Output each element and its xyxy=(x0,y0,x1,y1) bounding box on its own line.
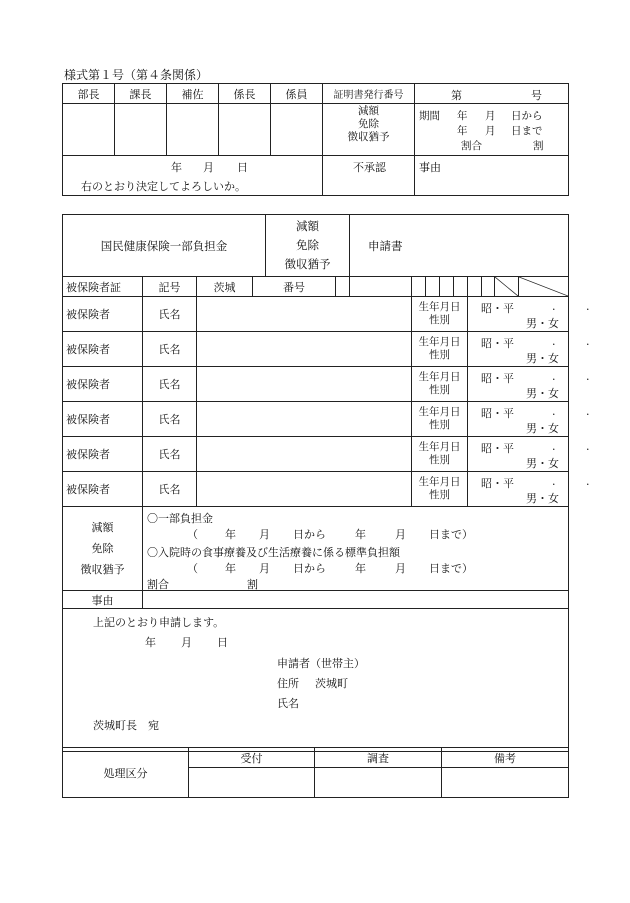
decision-text: 右のとおり決定してよろしいか。 xyxy=(81,180,246,193)
reduction-yuyo: 徴収猶予 xyxy=(347,131,390,143)
cert-go: 号 xyxy=(531,89,542,102)
sex-label: 性別 xyxy=(429,349,450,361)
dot-1: . xyxy=(552,405,556,418)
header-cert-number: 証明書発行番号 xyxy=(323,84,415,104)
insured-name-field[interactable] xyxy=(197,367,412,402)
reduction-genga: 減額 xyxy=(358,105,379,117)
diagonal-line-2 xyxy=(519,277,568,296)
form-title: 様式第１号（第４条関係） xyxy=(64,68,209,82)
sex-label: 性別 xyxy=(429,454,450,466)
insured-name-field[interactable] xyxy=(197,332,412,367)
decision-month: 月 xyxy=(203,161,214,174)
reason-cell[interactable] xyxy=(415,156,569,196)
reason-label: 事由 xyxy=(419,161,441,174)
option-hyojun-futangaku[interactable]: 〇入院時の食事療養及び生活療養に係る標準負担額 xyxy=(147,546,400,559)
period2-month2: 月 xyxy=(395,562,406,575)
app-ratio-label: 割合 xyxy=(147,578,169,591)
insured-name-field[interactable] xyxy=(197,437,412,472)
insured-row xyxy=(63,437,569,472)
title-option-genga: 減額 xyxy=(296,219,319,233)
stamp-bucho[interactable] xyxy=(63,104,115,156)
dot-2: . xyxy=(586,405,590,418)
sex-label: 性別 xyxy=(429,314,450,326)
sex-value: 男・女 xyxy=(526,387,559,400)
sex-value: 男・女 xyxy=(526,317,559,330)
insured-name-label: 氏名 xyxy=(143,367,197,402)
processing-label: 処理区分 xyxy=(63,748,189,798)
reduction-genga: 減額 xyxy=(91,521,114,534)
header-kacho: 課長 xyxy=(115,84,167,104)
dot-1: . xyxy=(552,475,556,488)
insured-birth-sex-value[interactable] xyxy=(468,437,590,472)
number-box-2[interactable] xyxy=(350,277,412,297)
period1-open: （ xyxy=(187,528,198,541)
header-uketsuke: 受付 xyxy=(189,748,315,768)
diagonal-box-2 xyxy=(519,277,569,297)
insured-name-label: 氏名 xyxy=(143,297,197,332)
sex-value: 男・女 xyxy=(526,422,559,435)
not-approved-label: 不承認 xyxy=(353,161,386,174)
number-box-3[interactable] xyxy=(412,277,426,297)
not-approved-cell xyxy=(323,156,415,196)
era-label: 昭・平 xyxy=(481,477,514,490)
ratio-unit: 割 xyxy=(533,140,544,152)
symbol-value[interactable]: 茨城 xyxy=(197,277,253,297)
dot-2: . xyxy=(586,475,590,488)
stamp-hosa[interactable] xyxy=(167,104,219,156)
insured-name-field[interactable] xyxy=(197,297,412,332)
cert-dai: 第 xyxy=(451,89,462,102)
stamp-kakariin[interactable] xyxy=(271,104,323,156)
number-label: 番号 xyxy=(253,277,336,297)
sex-label: 性別 xyxy=(429,489,450,501)
diagonal-box-1 xyxy=(495,277,519,297)
number-box-6[interactable] xyxy=(454,277,468,297)
period2-month1: 月 xyxy=(259,562,270,575)
application-table xyxy=(62,214,590,752)
insured-name-field[interactable] xyxy=(197,402,412,437)
dot-1: . xyxy=(552,300,556,313)
header-chosa: 調査 xyxy=(315,748,442,768)
dot-1: . xyxy=(552,335,556,348)
number-box-5[interactable] xyxy=(440,277,454,297)
period1-year2: 年 xyxy=(355,528,366,541)
insured-label: 被保険者 xyxy=(63,297,143,332)
field-uketsuke[interactable] xyxy=(189,768,315,798)
sex-label: 性別 xyxy=(429,419,450,431)
era-label: 昭・平 xyxy=(481,407,514,420)
header-kakaricho: 係長 xyxy=(219,84,271,104)
insured-birth-sex-label xyxy=(412,402,468,437)
era-label: 昭・平 xyxy=(481,372,514,385)
insured-label: 被保険者 xyxy=(63,332,143,367)
dot-2: . xyxy=(586,300,590,313)
reduction-type-label xyxy=(63,507,143,591)
period1-month2: 月 xyxy=(395,528,406,541)
app-title-right-cell xyxy=(350,215,569,277)
number-box-1[interactable] xyxy=(336,277,350,297)
insured-birth-sex-value[interactable] xyxy=(468,472,590,507)
period1-month1: 月 xyxy=(259,528,270,541)
addressee: 茨城町長 宛 xyxy=(93,719,159,732)
dot-1: . xyxy=(552,370,556,383)
applicant-label: 申請者（世帯主） xyxy=(277,657,365,670)
app-title-left: 国民健康保険一部負担金 xyxy=(63,215,266,277)
period2-year2: 年 xyxy=(355,562,366,575)
insured-row xyxy=(63,472,569,507)
cert-number-cell xyxy=(415,84,569,104)
number-box-8[interactable] xyxy=(482,277,495,297)
insured-birth-sex-label xyxy=(412,367,468,402)
to-suffix: 日まで xyxy=(511,125,543,137)
insured-label: 被保険者 xyxy=(63,437,143,472)
period1-year1: 年 xyxy=(225,528,236,541)
insured-name-label: 氏名 xyxy=(143,472,197,507)
stamp-kakaricho[interactable] xyxy=(219,104,271,156)
era-label: 昭・平 xyxy=(481,302,514,315)
declaration-year: 年 xyxy=(145,636,156,649)
sex-value: 男・女 xyxy=(526,352,559,365)
declaration-text: 上記のとおり申請します。 xyxy=(93,616,225,629)
option-ichibu-futankin[interactable]: 〇一部負担金 xyxy=(147,512,213,525)
title-option-yuyo: 徴収猶予 xyxy=(284,257,331,271)
insured-row xyxy=(63,297,569,332)
insured-name-label: 氏名 xyxy=(143,332,197,367)
insured-row xyxy=(63,402,569,437)
insured-name-field[interactable] xyxy=(197,472,412,507)
insured-birth-sex-label xyxy=(412,437,468,472)
birth-label: 生年月日 xyxy=(418,371,461,383)
reduction-type-cell xyxy=(323,104,415,156)
from-year: 年 xyxy=(457,110,468,122)
stamp-kacho[interactable] xyxy=(115,104,167,156)
insured-label: 被保険者 xyxy=(63,472,143,507)
field-biko[interactable] xyxy=(442,768,569,798)
from-suffix: 日から xyxy=(511,110,543,122)
app-reason-label: 事由 xyxy=(63,591,143,609)
period2-from: 日から xyxy=(293,562,326,575)
declaration-month: 月 xyxy=(181,636,192,649)
dot-2: . xyxy=(586,440,590,453)
birth-label: 生年月日 xyxy=(418,336,461,348)
insured-birth-sex-label xyxy=(412,472,468,507)
insured-birth-sex-value[interactable] xyxy=(468,332,590,367)
period-label: 期間 xyxy=(419,110,440,122)
sex-label: 性別 xyxy=(429,384,450,396)
decision-cell xyxy=(63,156,323,196)
header-hosa: 補佐 xyxy=(167,84,219,104)
title-option-menjo: 免除 xyxy=(296,238,319,252)
app-title-options xyxy=(266,215,350,277)
processing-table xyxy=(62,747,569,798)
insured-name-label: 氏名 xyxy=(143,402,197,437)
to-month: 月 xyxy=(485,125,496,137)
approval-table xyxy=(62,83,569,196)
symbol-label: 記号 xyxy=(143,277,197,297)
address-value[interactable]: 茨城町 xyxy=(315,677,348,690)
insured-label: 被保険者 xyxy=(63,402,143,437)
period1-from: 日から xyxy=(293,528,326,541)
dot-1: . xyxy=(552,440,556,453)
period2-open: （ xyxy=(187,562,198,575)
reduction-details xyxy=(143,507,569,591)
period2-to: 日まで） xyxy=(429,562,473,575)
birth-label: 生年月日 xyxy=(418,301,461,313)
header-bucho: 部長 xyxy=(63,84,115,104)
app-title-right: 申請書 xyxy=(368,238,403,253)
era-label: 昭・平 xyxy=(481,442,514,455)
ratio-label: 割合 xyxy=(461,140,482,152)
diagonal-line-1 xyxy=(495,277,518,296)
era-label: 昭・平 xyxy=(481,337,514,350)
dot-2: . xyxy=(586,370,590,383)
header-biko: 備考 xyxy=(442,748,569,768)
decision-year: 年 xyxy=(171,161,182,174)
dot-2: . xyxy=(586,335,590,348)
period1-to: 日まで） xyxy=(429,528,473,541)
number-box-7[interactable] xyxy=(468,277,482,297)
app-ratio-unit: 割 xyxy=(247,578,258,591)
birth-label: 生年月日 xyxy=(418,441,461,453)
applicant-name-label: 氏名 xyxy=(277,697,299,710)
insured-name-label: 氏名 xyxy=(143,437,197,472)
field-chosa[interactable] xyxy=(315,768,442,798)
header-kakariin: 係員 xyxy=(271,84,323,104)
number-box-4[interactable] xyxy=(426,277,440,297)
declaration-day: 日 xyxy=(217,636,228,649)
birth-label: 生年月日 xyxy=(418,476,461,488)
cert-label: 被保険者証 xyxy=(63,277,143,297)
decision-day: 日 xyxy=(237,161,248,174)
insured-birth-sex-value[interactable] xyxy=(468,297,590,332)
sex-value: 男・女 xyxy=(526,457,559,470)
insured-birth-sex-label xyxy=(412,297,468,332)
app-reason-field[interactable] xyxy=(143,591,569,609)
sex-value: 男・女 xyxy=(526,492,559,505)
insured-row xyxy=(63,332,569,367)
from-month: 月 xyxy=(485,110,496,122)
period2-year1: 年 xyxy=(225,562,236,575)
address-label: 住所 xyxy=(277,677,299,690)
insured-row xyxy=(63,367,569,402)
insured-birth-sex-value[interactable] xyxy=(468,367,590,402)
reduction-yuyo: 徴収猶予 xyxy=(80,563,125,576)
insured-birth-sex-value[interactable] xyxy=(468,402,590,437)
declaration-cell xyxy=(63,609,569,752)
reduction-menjo: 免除 xyxy=(91,542,114,555)
birth-label: 生年月日 xyxy=(418,406,461,418)
insured-label: 被保険者 xyxy=(63,367,143,402)
to-year: 年 xyxy=(457,125,468,137)
period-cell xyxy=(415,104,569,156)
insured-birth-sex-label xyxy=(412,332,468,367)
reduction-menjo: 免除 xyxy=(358,118,379,130)
